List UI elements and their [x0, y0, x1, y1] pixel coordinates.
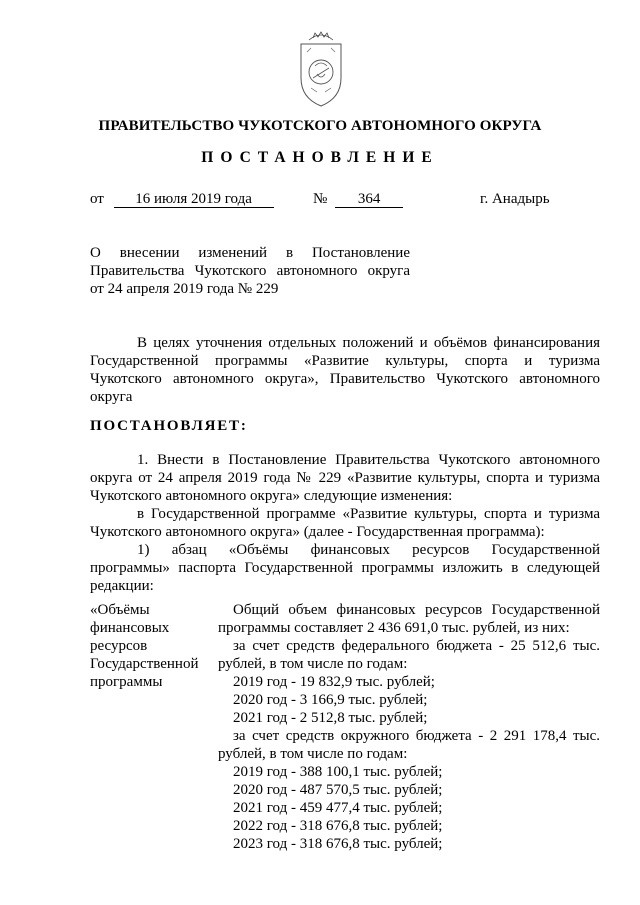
date-prefix: от — [90, 191, 104, 207]
value-line: 2021 год - 2 512,8 тыс. рублей; — [233, 710, 428, 726]
body-line: программы» паспорта Государственной программы изложить в следующей — [90, 560, 600, 576]
value-line: программы составляет 2 436 691,0 тыс. рублей, из них: — [218, 620, 570, 636]
value-line: 2020 год - 3 166,9 тыс. рублей; — [233, 692, 428, 708]
body-line: 1) абзац «Объёмы финансовых ресурсов Государственной — [137, 542, 600, 558]
organization-title: ПРАВИТЕЛЬСТВО ЧУКОТСКОГО АВТОНОМНОГО ОКРУГА — [98, 118, 542, 134]
subject-block — [90, 244, 410, 298]
body-line: в Государственной программе «Развитие культуры, спорта и туризма — [137, 506, 600, 522]
date-value: 16 июля 2019 года — [114, 192, 274, 208]
value-line: 2023 год - 318 676,8 тыс. рублей; — [233, 836, 443, 852]
value-line: рублей, в том числе по годам: — [218, 656, 408, 672]
body-line: редакции: — [90, 578, 154, 594]
preamble-paragraph — [90, 334, 600, 406]
preamble-line: Государственной программы «Развитие культуры, спорта и туризма — [90, 353, 600, 369]
value-line: рублей, в том числе по годам: — [218, 746, 408, 762]
value-line: за счет средств окружного бюджета - 2 291 178,4 тыс. — [233, 728, 600, 744]
number-prefix: № — [313, 191, 328, 207]
value-line: 2019 год - 19 832,9 тыс. рублей; — [233, 674, 435, 690]
subject-line: от 24 апреля 2019 года № 229 — [90, 281, 279, 297]
resolve-heading: ПОСТАНОВЛЯЕТ: — [90, 418, 248, 434]
label-line: Государственной — [90, 656, 199, 672]
preamble-line: В целях уточнения отдельных положений и объёмов финансирования — [137, 335, 600, 351]
body-line: Чукотского автономного округа» (далее - Государственная программа): — [90, 524, 545, 540]
value-line: Общий объем финансовых ресурсов Государственной — [233, 602, 600, 618]
value-line: 2019 год - 388 100,1 тыс. рублей; — [233, 764, 443, 780]
value-line: 2020 год - 487 570,5 тыс. рублей; — [233, 782, 443, 798]
city: г. Анадырь — [480, 191, 550, 207]
body-paragraph — [90, 451, 600, 595]
body-line: округа от 24 апреля 2019 года № 229 «Развитие культуры, спорта и туризма — [90, 470, 600, 486]
number-block — [313, 191, 403, 208]
funding-table-label — [90, 601, 220, 691]
value-line: за счет средств федерального бюджета - 25 512,6 тыс. — [233, 638, 600, 654]
subject-line: Правительства Чукотского автономного округа — [90, 263, 410, 279]
label-line: финансовых — [90, 620, 170, 636]
subject-line: О внесении изменений в Постановление — [90, 245, 410, 261]
funding-table-value — [218, 601, 600, 853]
value-line: 2022 год - 318 676,8 тыс. рублей; — [233, 818, 443, 834]
body-line: 1. Внести в Постановление Правительства Чукотского автономного — [137, 452, 600, 468]
body-line: Чукотского автономного округа» следующие изменения: — [90, 488, 453, 504]
coat-of-arms-emblem — [297, 30, 345, 108]
label-line: ресурсов — [90, 638, 148, 654]
label-line: «Объёмы — [90, 602, 150, 618]
value-line: 2021 год - 459 477,4 тыс. рублей; — [233, 800, 443, 816]
preamble-line: округа — [90, 389, 133, 405]
label-line: программы — [90, 674, 163, 690]
date-block — [90, 191, 274, 208]
preamble-line: Чукотского автономного округа», Правительство Чукотского автономного — [90, 371, 600, 387]
number-value: 364 — [335, 192, 403, 208]
document-type-heading: ПОСТАНОВЛЕНИЕ — [201, 149, 439, 166]
